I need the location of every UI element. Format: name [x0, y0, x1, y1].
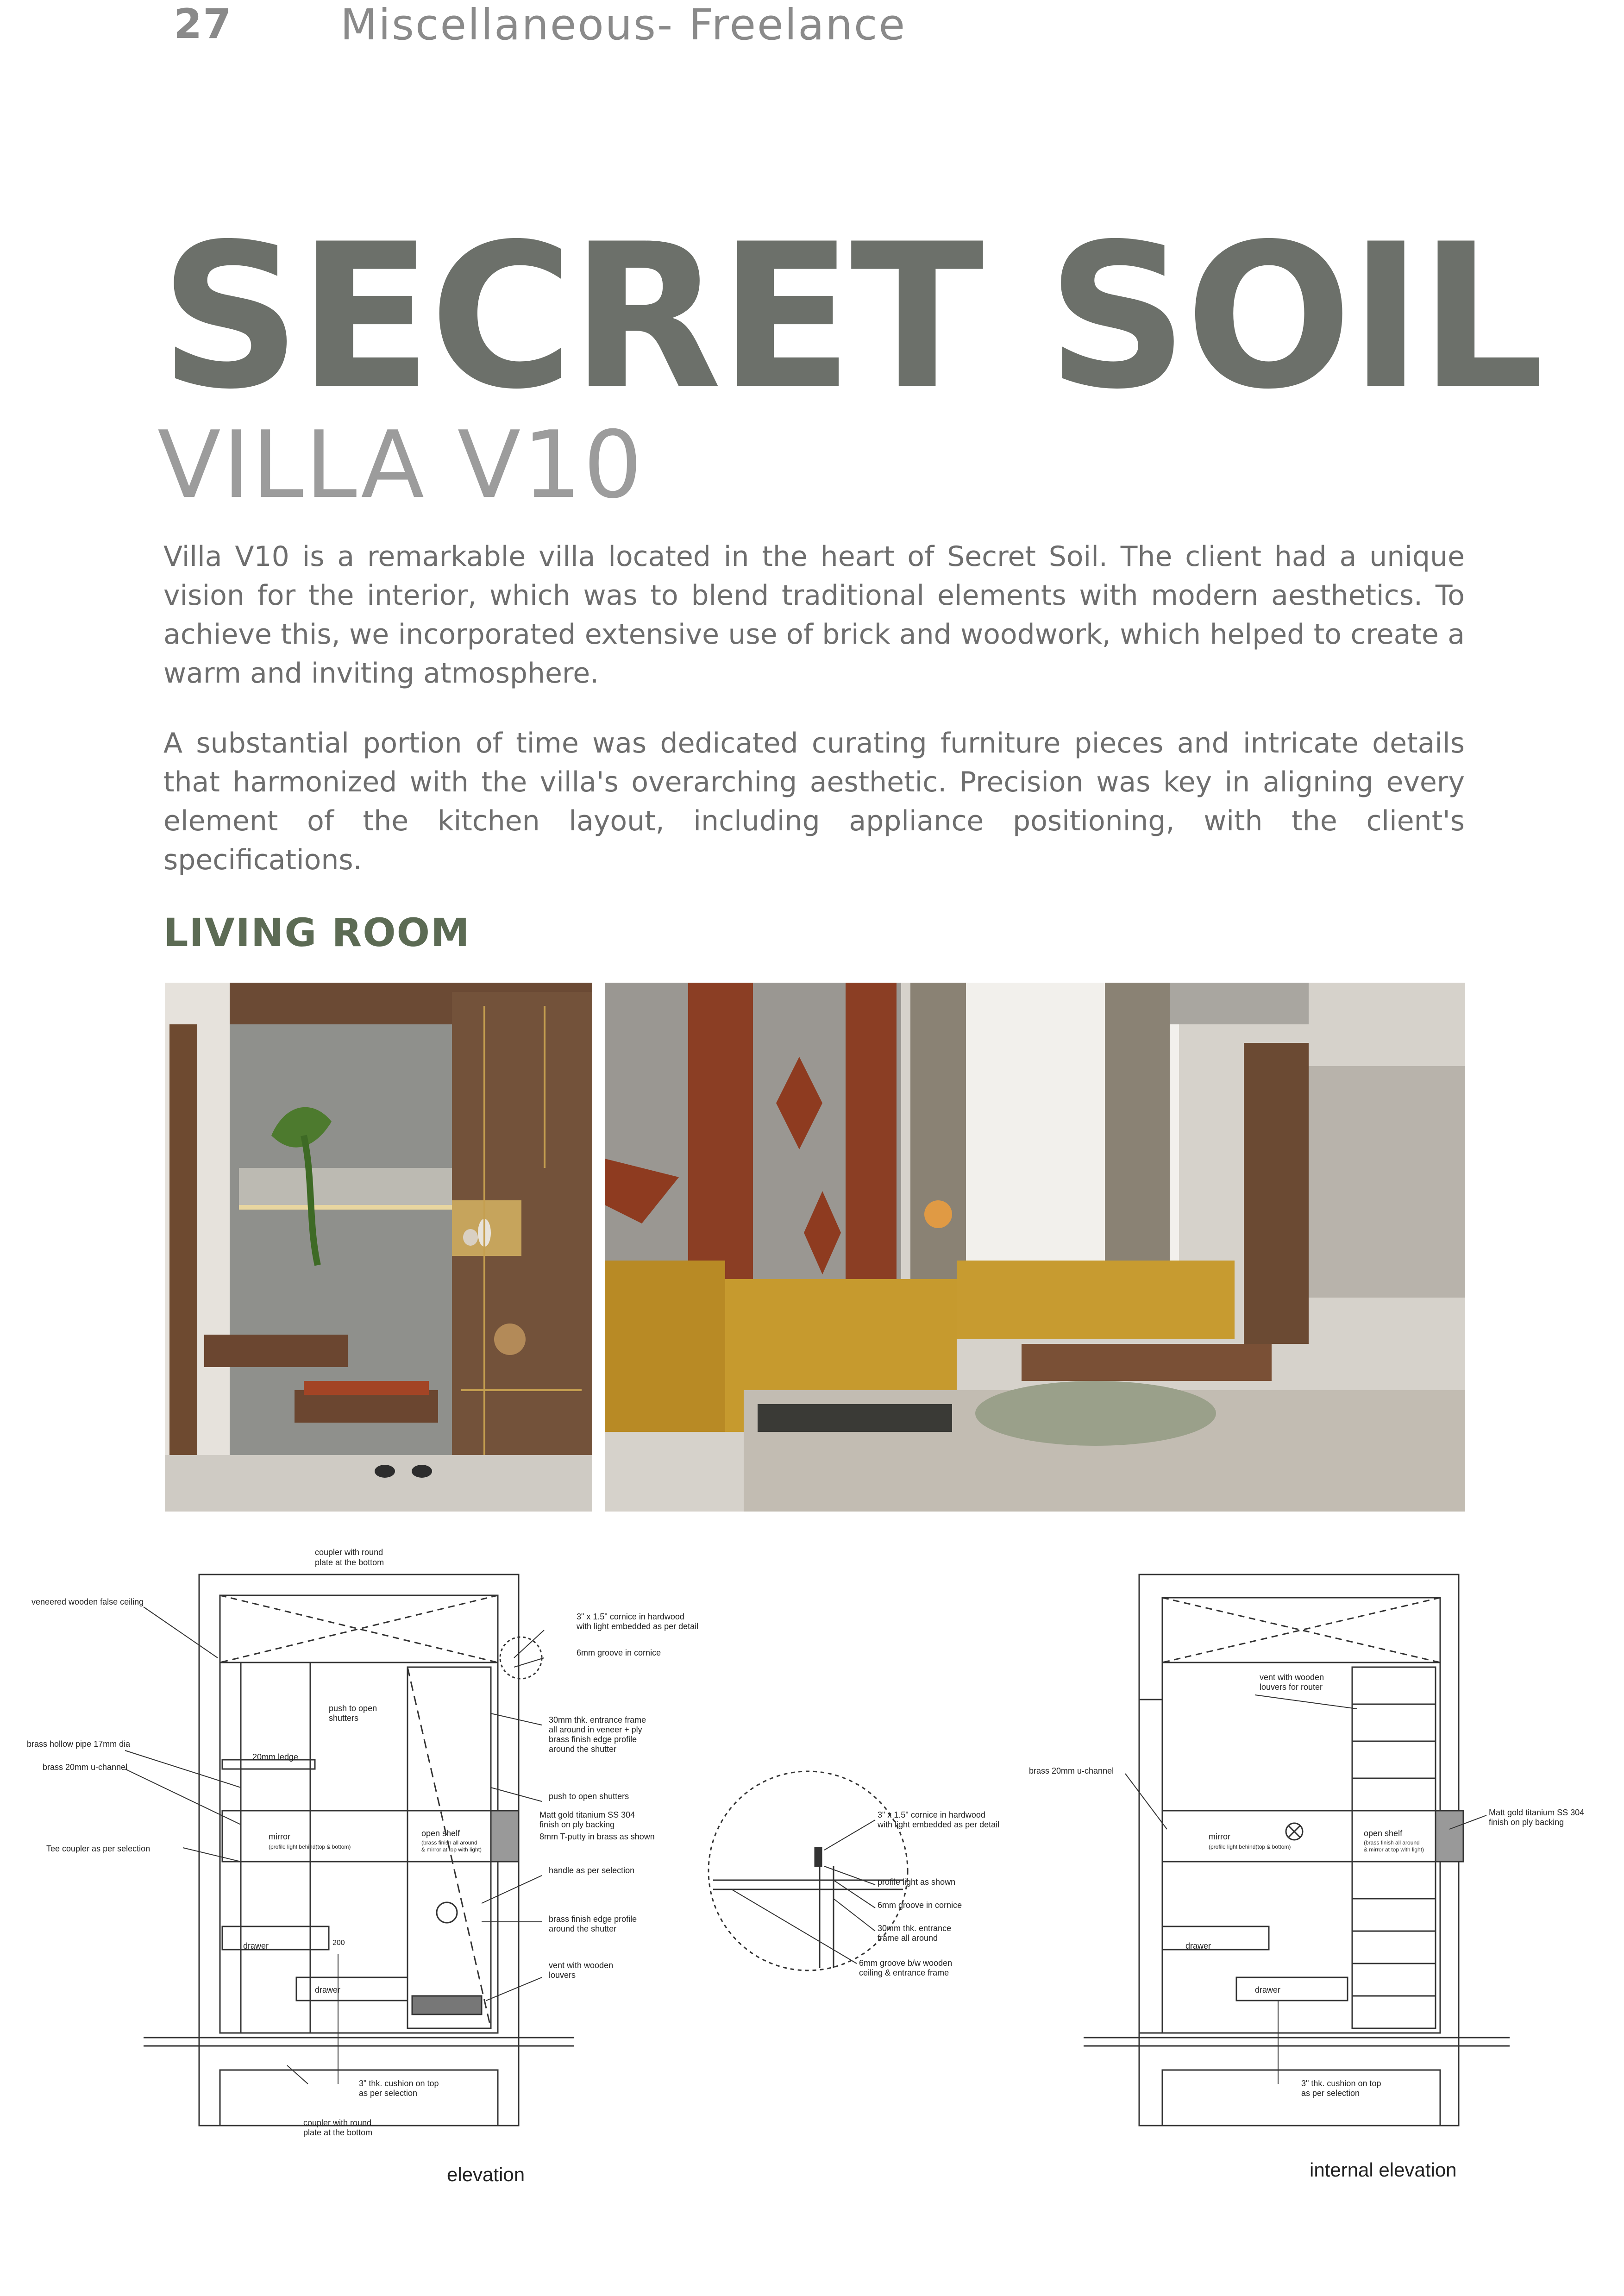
section-heading: LIVING ROOM [163, 910, 470, 955]
elev-label: veneered wooden false ceiling [31, 1597, 144, 1606]
int-label: & mirror at top with light) [1364, 1846, 1424, 1853]
elev-label: mirror [269, 1832, 290, 1841]
elev-label: finish on ply backing [539, 1820, 615, 1829]
elevation-drawing [125, 1575, 574, 2126]
elev-label: brass 20mm u-channel [43, 1763, 128, 1772]
elev-label: (profile light behind(top & bottom) [269, 1844, 351, 1850]
elev-label: Matt gold titanium SS 304 [539, 1810, 635, 1819]
int-label: (profile light behind(top & bottom) [1209, 1844, 1291, 1850]
elev-label: all around in veneer + ply [549, 1725, 642, 1734]
int-label: mirror [1209, 1832, 1230, 1841]
detail-label: frame all around [878, 1933, 938, 1943]
int-label: open shelf [1364, 1829, 1403, 1838]
int-label: Matt gold titanium SS 304 [1489, 1808, 1585, 1817]
elev-label: drawer [315, 1985, 341, 1995]
elev-label: 200 [332, 1939, 345, 1947]
internal-elevation-caption: internal elevation [1310, 2159, 1457, 2181]
int-label: finish on ply backing [1489, 1818, 1564, 1827]
elev-label: around the shutter [549, 1744, 617, 1754]
project-subtitle: VILLA V10 [157, 411, 644, 519]
detail-label: 6mm groove in cornice [878, 1901, 962, 1910]
elevation-caption: elevation [447, 2164, 525, 2185]
int-label: 3" thk. cushion on top [1301, 2079, 1381, 2088]
elev-label: 20mm ledge [252, 1752, 299, 1762]
elev-label: 3" x 1.5" cornice in hardwood [577, 1612, 684, 1621]
elev-label: louvers [549, 1970, 576, 1980]
description-paragraph: Villa V10 is a remarkable villa located in the heart of Secret Soil. The client had a unique vision for the interior, which was to blend traditional elements with modern aesthetics. To achieve this, we incorporated extensive use of brick and woodwork, which helped to create a warm and inviting atmosphere. [163, 540, 1465, 690]
int-label: (brass finish all around [1364, 1839, 1420, 1846]
int-label: drawer [1185, 1941, 1211, 1951]
elev-label: brass hollow pipe 17mm dia [27, 1739, 131, 1749]
elev-label: with light embedded as per detail [577, 1622, 699, 1631]
elev-label: as per selection [359, 2089, 418, 2098]
elev-label: push to open [329, 1704, 377, 1713]
elev-label: 6mm groove in cornice [577, 1648, 661, 1657]
entrance-console-photo [165, 983, 592, 1512]
elev-label: plate at the bottom [303, 2128, 373, 2137]
detail-label: 30mm thk. entrance [878, 1924, 952, 1933]
internal-elevation-drawing [1084, 1575, 1510, 2126]
elev-label: 30mm thk. entrance frame [549, 1715, 646, 1725]
elev-label: brass finish edge profile [549, 1735, 637, 1744]
elev-label: 8mm T-putty in brass as shown [539, 1832, 655, 1841]
elev-label: (brass finish all around [421, 1839, 477, 1846]
detail-label: profile light as shown [878, 1877, 956, 1887]
elev-label: vent with wooden [549, 1961, 614, 1970]
elev-label: open shelf [421, 1829, 460, 1838]
int-label: louvers for router [1260, 1682, 1323, 1692]
living-room-photo [605, 983, 1465, 1512]
elev-label: coupler with round [303, 2118, 372, 2127]
elev-label: coupler with round [315, 1548, 383, 1557]
int-label: drawer [1255, 1985, 1281, 1995]
elev-label: handle as per selection [549, 1866, 635, 1875]
elev-label: push to open shutters [549, 1792, 629, 1801]
page-number: 27 [174, 0, 232, 48]
detail-label: 6mm groove b/w wooden [859, 1958, 953, 1968]
int-label: as per selection [1301, 2089, 1360, 2098]
elev-label: shutters [329, 1713, 359, 1723]
elev-label: around the shutter [549, 1924, 617, 1933]
elev-label: Tee coupler as per selection [46, 1844, 150, 1853]
int-label: brass 20mm u-channel [1029, 1766, 1114, 1775]
project-title: SECRET SOIL [160, 201, 1542, 433]
detail-label: 3" x 1.5" cornice in hardwood [878, 1810, 985, 1819]
elev-label: 3" thk. cushion on top [359, 2079, 439, 2088]
elev-label: & mirror at top with light) [421, 1846, 482, 1853]
elev-label: brass finish edge profile [549, 1914, 637, 1924]
detail-label: ceiling & entrance frame [859, 1968, 949, 1977]
int-label: vent with wooden [1260, 1673, 1324, 1682]
section-title: Miscellaneous- Freelance [340, 0, 907, 50]
detail-label: with light embedded as per detail [878, 1820, 1000, 1829]
elev-label: drawer [243, 1941, 269, 1951]
elev-label: plate at the bottom [315, 1558, 384, 1567]
description-paragraph: A substantial portion of time was dedicated curating furniture pieces and intricate details that harmonized with the villa's overarching aesthetic. Precision was key in aligning every element of the kitchen layout, including appliance positioning, with the client's specifications. [163, 727, 1465, 876]
